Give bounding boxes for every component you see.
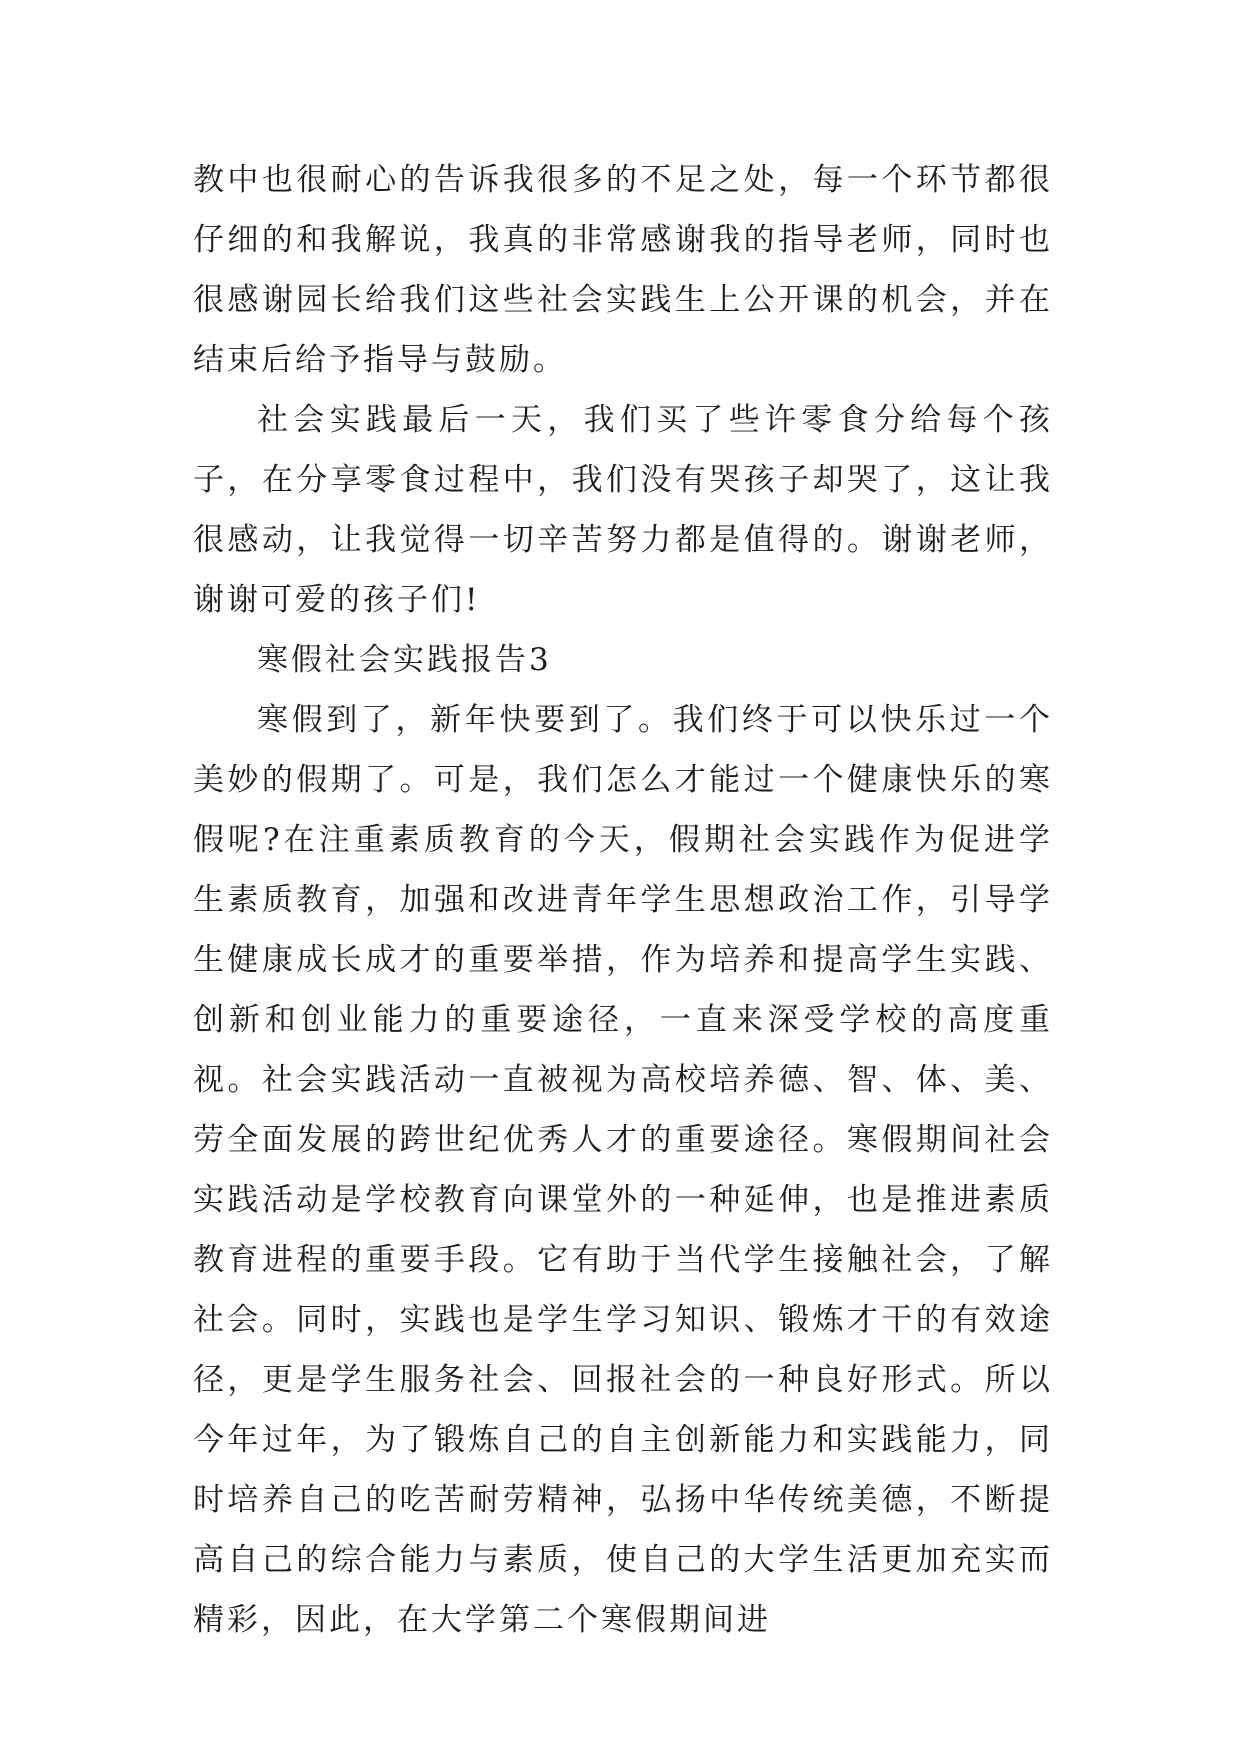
document-page — [193, 150, 1053, 1650]
paragraph-continuation: 教中也很耐心的告诉我很多的不足之处，每一个环节都很仔细的和我解说，我真的非常感谢我的指导老师，同时也很感谢园长给我们这些社会实践生上公开课的机会，并在结束后给予指导与鼓励。 — [193, 162, 1053, 378]
section-heading: 寒假社会实践报告3 — [257, 642, 552, 678]
paragraph-report-body: 寒假到了，新年快要到了。我们终于可以快乐过一个美妙的假期了。可是，我们怎么才能过一个健康快乐的寒假呢?在注重素质教育的今天，假期社会实践作为促进学生素质教育，加强和改进青年学生思想政治工作，引导学生健康成长成才的重要举措，作为培养和提高学生实践、创新和创业能力的重要途径，一直来深受学校的高度重视。社会实践活动一直被视为高校培养德、智、体、美、劳全面发展的跨世纪优秀人才的重要途径。寒假期间社会实践活动是学校教育向课堂外的一种延伸，也是推进素质教育进程的重要手段。它有助于当代学生接触社会，了解社会。同时，实践也是学生学习知识、锻炼才干的有效途径，更是学生服务社会、回报社会的一种良好形式。所以今年过年，为了锻炼自己的自主创新能力和实践能力，同时培养自己的吃苦耐劳精神，弘扬中华传统美德，不断提高自己的综合能力与素质，使自己的大学生活更加充实而精彩，因此，在大学第二个寒假期间进 — [193, 702, 1053, 1638]
paragraph-last-day: 社会实践最后一天，我们买了些许零食分给每个孩子，在分享零食过程中，我们没有哭孩子却哭了，这让我很感动，让我觉得一切辛苦努力都是值得的。谢谢老师，谢谢可爱的孩子们! — [193, 402, 1053, 618]
